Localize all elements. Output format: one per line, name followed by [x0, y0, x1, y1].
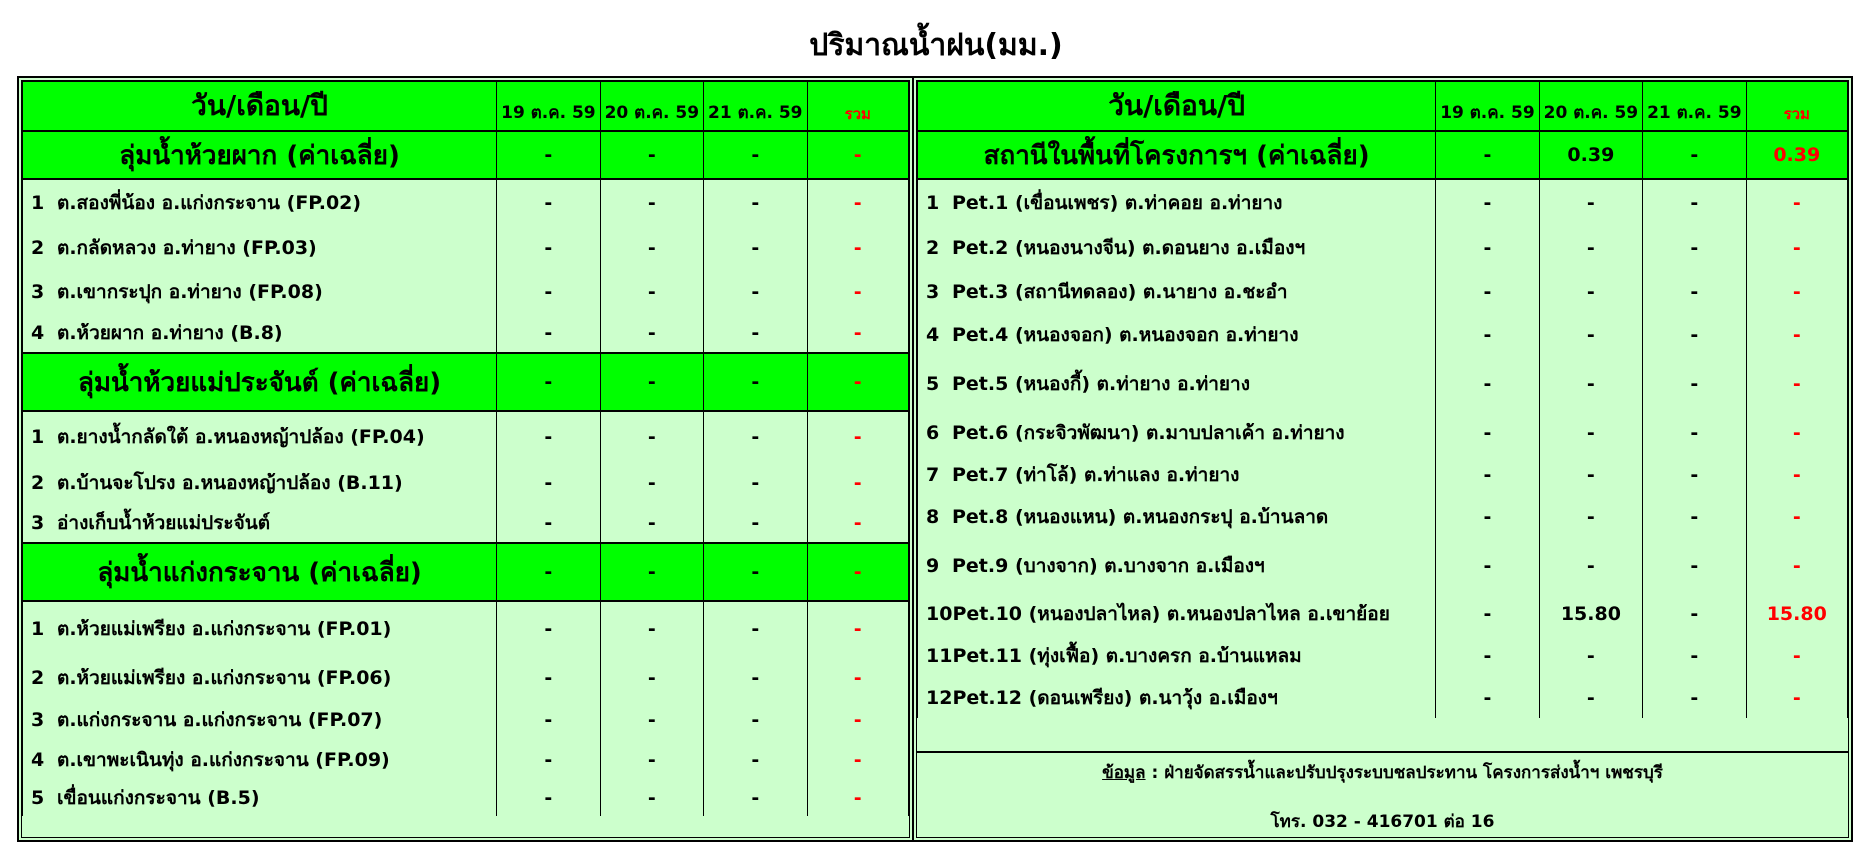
row-value: - — [600, 700, 703, 740]
row-number: 2 — [31, 237, 45, 259]
row-value: - — [704, 314, 807, 353]
row-value: - — [704, 700, 807, 740]
row-sum: - — [1746, 454, 1847, 496]
row-value: - — [1643, 179, 1746, 226]
table-row — [918, 179, 1848, 226]
station-name — [918, 314, 1436, 356]
group-sum: - — [807, 353, 909, 411]
date-header: 19 ต.ค. 59 — [497, 82, 600, 132]
station-label: เขื่อนแก่งกระจาน (B.5) — [57, 787, 260, 809]
row-value: - — [497, 314, 600, 353]
header-row — [23, 82, 909, 132]
row-value: - — [497, 270, 600, 314]
row-value: - — [600, 462, 703, 504]
station-label: ต.สองพี่น้อง อ.แก่งกระจาน (FP.02) — [57, 192, 362, 214]
table-row — [918, 226, 1848, 270]
station-name — [918, 226, 1436, 270]
group-value: - — [600, 543, 703, 601]
station-label: Pet.8 (หนองแหน) ต.หนองกระปุ อ.บ้านลาด — [952, 506, 1329, 528]
row-number: 1 — [926, 192, 940, 214]
row-value: - — [704, 504, 807, 543]
station-name — [23, 504, 497, 543]
row-value: - — [600, 656, 703, 700]
row-value: - — [1643, 454, 1746, 496]
row-value: - — [1539, 412, 1642, 454]
row-value: - — [1643, 678, 1746, 718]
row-sum: - — [1746, 412, 1847, 454]
group-value: - — [600, 353, 703, 411]
date-column-header: วัน/เดือน/ปี — [918, 82, 1436, 132]
row-number: 1 — [31, 192, 45, 214]
row-value: - — [600, 411, 703, 462]
row-value: - — [1436, 496, 1539, 538]
row-value: - — [704, 270, 807, 314]
row-value: - — [1643, 314, 1746, 356]
row-value: - — [1436, 179, 1539, 226]
row-number: 4 — [31, 322, 45, 344]
row-number: 3 — [31, 512, 45, 534]
row-value: - — [1436, 356, 1539, 412]
station-name — [918, 538, 1436, 594]
station-label: Pet.11 (ทุ่งเฟื้อ) ต.บางครก อ.บ้านแหลม — [952, 645, 1302, 667]
row-value: - — [704, 780, 807, 816]
group-row — [23, 353, 909, 411]
station-label: Pet.10 (หนองปลาไหล) ต.หนองปลาไหล อ.เขาย้อย — [952, 603, 1390, 625]
group-name: สถานีในพื้นที่โครงการฯ (ค่าเฉลี่ย) — [918, 131, 1436, 179]
source-text: : ฝ่ายจัดสรรน้ำและปรับปรุงระบบชลประทาน โครงการส่งน้ำฯ เพชรบุรี — [1151, 763, 1663, 783]
row-sum: - — [1746, 496, 1847, 538]
data-source-footer — [917, 751, 1848, 839]
row-value: - — [600, 270, 703, 314]
table-row — [918, 634, 1848, 678]
group-sum: - — [807, 131, 909, 179]
group-value: - — [704, 543, 807, 601]
row-value: - — [1643, 538, 1746, 594]
row-value: - — [1436, 270, 1539, 314]
table-row — [23, 179, 909, 226]
group-value: - — [704, 353, 807, 411]
row-sum: - — [807, 179, 909, 226]
table-row — [23, 740, 909, 780]
row-sum: - — [807, 226, 909, 270]
group-sum: - — [807, 543, 909, 601]
row-value: - — [704, 656, 807, 700]
group-row — [23, 543, 909, 601]
row-value: - — [704, 179, 807, 226]
row-value: - — [497, 740, 600, 780]
row-number: 3 — [31, 709, 45, 731]
phone-text: โทร. 032 - 416701 ต่อ 16 — [1270, 812, 1495, 832]
row-sum: - — [1746, 226, 1847, 270]
row-number: 4 — [31, 749, 45, 771]
row-number: 2 — [31, 472, 45, 494]
row-value: - — [497, 226, 600, 270]
row-value: - — [1436, 538, 1539, 594]
row-sum: - — [807, 411, 909, 462]
left-rainfall-table — [17, 76, 914, 842]
station-name — [23, 601, 497, 656]
row-value: - — [1436, 226, 1539, 270]
station-name — [918, 594, 1436, 634]
group-value: - — [497, 353, 600, 411]
table-row — [918, 496, 1848, 538]
table-row — [918, 270, 1848, 314]
station-name — [23, 314, 497, 353]
station-name — [918, 412, 1436, 454]
group-value: - — [1436, 131, 1539, 179]
row-value: - — [600, 226, 703, 270]
group-value: - — [497, 131, 600, 179]
table-row — [23, 462, 909, 504]
row-value: - — [1436, 678, 1539, 718]
row-sum: - — [807, 462, 909, 504]
group-value: - — [704, 131, 807, 179]
row-sum: - — [1746, 270, 1847, 314]
station-label: Pet.4 (หนองจอก) ต.หนองจอก อ.ท่ายาง — [952, 324, 1299, 346]
group-row — [918, 131, 1848, 179]
header-row — [918, 82, 1848, 132]
table-row — [23, 411, 909, 462]
station-label: Pet.7 (ท่าโล้) ต.ท่าแลง อ.ท่ายาง — [952, 464, 1240, 486]
row-number: 4 — [926, 324, 940, 346]
row-value: - — [1643, 594, 1746, 634]
station-label: Pet.9 (บางจาก) ต.บางจาก อ.เมืองฯ — [952, 555, 1265, 577]
row-value: - — [1539, 634, 1642, 678]
table-row — [918, 678, 1848, 718]
station-label: อ่างเก็บน้ำห้วยแม่ประจันต์ — [57, 512, 271, 534]
row-value: - — [1643, 634, 1746, 678]
row-value: - — [497, 179, 600, 226]
station-label: ต.ห้วยแม่เพรียง อ.แก่งกระจาน (FP.01) — [57, 618, 392, 640]
sum-header: รวม — [1746, 82, 1847, 132]
group-value: - — [600, 131, 703, 179]
group-name: ลุ่มน้ำแก่งกระจาน (ค่าเฉลี่ย) — [23, 543, 497, 601]
row-value: - — [1436, 594, 1539, 634]
station-name — [23, 780, 497, 816]
date-column-header: วัน/เดือน/ปี — [23, 82, 497, 132]
row-number: 12 — [926, 687, 953, 709]
station-name — [23, 226, 497, 270]
station-name — [23, 462, 497, 504]
row-value: - — [1539, 454, 1642, 496]
row-number: 3 — [31, 281, 45, 303]
date-header: 19 ต.ค. 59 — [1436, 82, 1539, 132]
table-row — [918, 356, 1848, 412]
row-number: 1 — [31, 618, 45, 640]
table-row — [23, 656, 909, 700]
row-value: - — [704, 226, 807, 270]
station-label: ต.ยางน้ำกลัดใต้ อ.หนองหญ้าปล้อง (FP.04) — [57, 426, 425, 448]
row-number: 9 — [926, 555, 940, 577]
group-sum: 0.39 — [1746, 131, 1847, 179]
station-name — [918, 496, 1436, 538]
row-value: - — [497, 462, 600, 504]
table-row — [23, 700, 909, 740]
table-row — [918, 538, 1848, 594]
row-value: 15.80 — [1539, 594, 1642, 634]
station-label: Pet.3 (สถานีทดลอง) ต.นายาง อ.ชะอำ — [952, 281, 1288, 303]
station-label: ต.กลัดหลวง อ.ท่ายาง (FP.03) — [57, 237, 317, 259]
station-label: Pet.6 (กระจิวพัฒนา) ต.มาบปลาเค้า อ.ท่ายาง — [952, 422, 1345, 444]
table-row — [23, 226, 909, 270]
source-label: ข้อมูล — [1102, 763, 1146, 783]
row-sum: - — [1746, 634, 1847, 678]
row-sum: - — [807, 270, 909, 314]
station-label: ต.เขากระปุก อ.ท่ายาง (FP.08) — [57, 281, 323, 303]
row-sum: - — [807, 780, 909, 816]
row-value: - — [600, 314, 703, 353]
row-value: - — [704, 411, 807, 462]
row-sum: - — [1746, 356, 1847, 412]
station-label: ต.ห้วยผาก อ.ท่ายาง (B.8) — [57, 322, 283, 344]
date-header: 20 ต.ค. 59 — [1539, 82, 1642, 132]
table-row — [918, 454, 1848, 496]
group-value: - — [497, 543, 600, 601]
row-value: - — [1643, 496, 1746, 538]
row-value: - — [1643, 412, 1746, 454]
row-value: - — [497, 700, 600, 740]
row-sum: - — [1746, 678, 1847, 718]
row-sum: - — [1746, 538, 1847, 594]
row-value: - — [1539, 496, 1642, 538]
station-name — [918, 356, 1436, 412]
row-value: - — [1539, 678, 1642, 718]
row-sum: - — [1746, 314, 1847, 356]
row-number: 10 — [926, 603, 953, 625]
sum-header: รวม — [807, 82, 909, 132]
station-name — [23, 656, 497, 700]
table-row — [23, 270, 909, 314]
row-sum: - — [807, 656, 909, 700]
table-row — [918, 594, 1848, 634]
row-number: 2 — [926, 237, 940, 259]
table-row — [23, 504, 909, 543]
station-name — [918, 179, 1436, 226]
station-label: Pet.12 (ดอนเพรียง) ต.นาวุ้ง อ.เมืองฯ — [952, 687, 1278, 709]
group-value: - — [1643, 131, 1746, 179]
row-value: - — [1643, 356, 1746, 412]
station-label: Pet.1 (เขื่อนเพชร) ต.ท่าคอย อ.ท่ายาง — [952, 192, 1283, 214]
row-value: - — [1436, 454, 1539, 496]
station-name — [918, 270, 1436, 314]
station-name — [918, 454, 1436, 496]
row-sum: - — [807, 601, 909, 656]
station-label: ต.เขาพะเนินทุ่ง อ.แก่งกระจาน (FP.09) — [57, 749, 390, 771]
row-value: - — [497, 601, 600, 656]
table-row — [23, 314, 909, 353]
group-name: ลุ่มน้ำห้วยผาก (ค่าเฉลี่ย) — [23, 131, 497, 179]
station-name — [23, 270, 497, 314]
station-name — [23, 700, 497, 740]
row-number: 5 — [31, 787, 45, 809]
station-name — [23, 411, 497, 462]
row-value: - — [1436, 412, 1539, 454]
station-label: Pet.5 (หนองกี้) ต.ท่ายาง อ.ท่ายาง — [952, 373, 1250, 395]
group-name: ลุ่มน้ำห้วยแม่ประจันต์ (ค่าเฉลี่ย) — [23, 353, 497, 411]
table-row — [23, 601, 909, 656]
row-value: - — [704, 740, 807, 780]
row-sum: - — [807, 700, 909, 740]
station-label: ต.แก่งกระจาน อ.แก่งกระจาน (FP.07) — [57, 709, 383, 731]
row-value: - — [600, 179, 703, 226]
row-value: - — [1436, 634, 1539, 678]
row-number: 11 — [926, 645, 953, 667]
row-number: 7 — [926, 464, 940, 486]
row-value: - — [1436, 314, 1539, 356]
row-value: - — [1539, 314, 1642, 356]
table-row — [23, 780, 909, 816]
row-value: - — [1643, 270, 1746, 314]
row-number: 3 — [926, 281, 940, 303]
station-name — [918, 634, 1436, 678]
date-header: 21 ต.ค. 59 — [1643, 82, 1746, 132]
station-label: ต.ห้วยแม่เพรียง อ.แก่งกระจาน (FP.06) — [57, 667, 392, 689]
date-header: 20 ต.ค. 59 — [600, 82, 703, 132]
row-sum: - — [807, 740, 909, 780]
row-value: - — [704, 462, 807, 504]
date-header: 21 ต.ค. 59 — [704, 82, 807, 132]
row-value: - — [1643, 226, 1746, 270]
row-value: - — [1539, 538, 1642, 594]
row-number: 6 — [926, 422, 940, 444]
row-sum: - — [1746, 179, 1847, 226]
group-row — [23, 131, 909, 179]
row-number: 2 — [31, 667, 45, 689]
group-value: 0.39 — [1539, 131, 1642, 179]
row-value: - — [1539, 356, 1642, 412]
row-sum: 15.80 — [1746, 594, 1847, 634]
station-name — [918, 678, 1436, 718]
row-value: - — [600, 740, 703, 780]
table-row — [918, 412, 1848, 454]
row-value: - — [497, 780, 600, 816]
row-value: - — [497, 504, 600, 543]
station-label: ต.บ้านจะโปรง อ.หนองหญ้าปล้อง (B.11) — [57, 472, 403, 494]
page-title: ปริมาณน้ำฝน(มม.) — [809, 28, 1063, 63]
row-value: - — [600, 780, 703, 816]
row-value: - — [600, 601, 703, 656]
row-value: - — [1539, 226, 1642, 270]
right-rainfall-table — [912, 76, 1853, 842]
row-number: 5 — [926, 373, 940, 395]
station-name — [23, 179, 497, 226]
row-value: - — [1539, 179, 1642, 226]
row-value: - — [704, 601, 807, 656]
row-value: - — [1539, 270, 1642, 314]
row-sum: - — [807, 504, 909, 543]
row-value: - — [600, 504, 703, 543]
station-label: Pet.2 (หนองนางจีน) ต.ดอนยาง อ.เมืองฯ — [952, 237, 1306, 259]
table-row — [918, 314, 1848, 356]
row-number: 1 — [31, 426, 45, 448]
row-number: 8 — [926, 506, 940, 528]
row-sum: - — [807, 314, 909, 353]
row-value: - — [497, 411, 600, 462]
row-value: - — [497, 656, 600, 700]
station-name — [23, 740, 497, 780]
